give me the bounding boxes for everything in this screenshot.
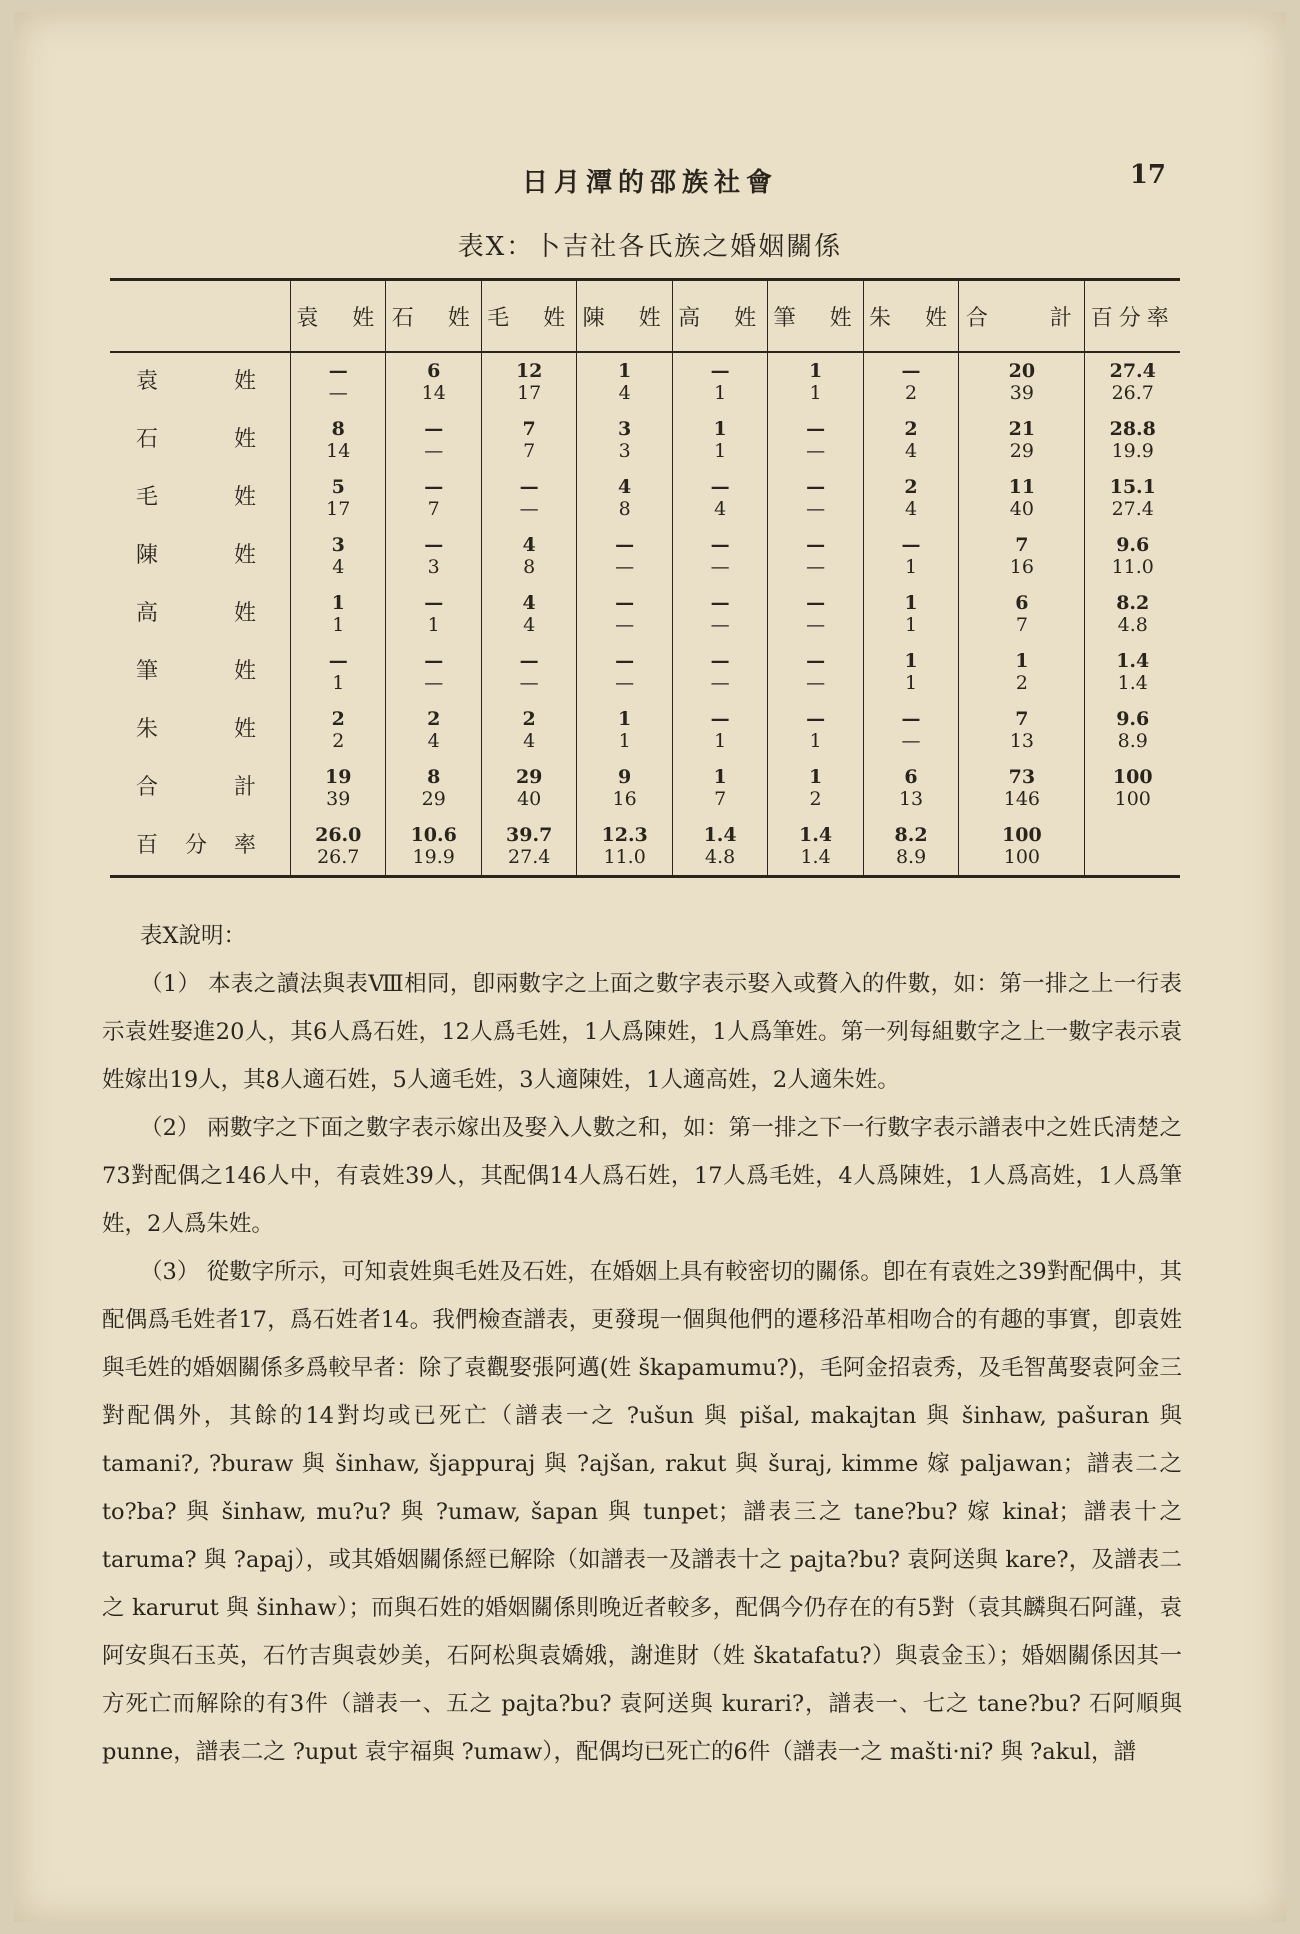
cell-upper-value: 1 xyxy=(904,650,918,672)
cell-upper-value: 9.6 xyxy=(1116,534,1150,556)
table-cell xyxy=(959,759,1085,817)
table-cell xyxy=(863,469,958,527)
table-header-row xyxy=(110,280,1180,353)
notes-heading: 表Ⅹ說明： xyxy=(140,923,247,949)
row-label: 筆姓 xyxy=(136,659,256,684)
table-cell xyxy=(481,527,576,585)
cell-lower-value: 1 xyxy=(618,730,631,752)
table-cell xyxy=(577,411,672,469)
cell-lower-value: 4 xyxy=(618,382,631,404)
table-cell xyxy=(672,817,767,877)
table-cell xyxy=(768,527,863,585)
cell-upper-value: 2 xyxy=(427,708,441,730)
cell-upper-value: 28.8 xyxy=(1109,418,1156,440)
cell-lower-value: 1 xyxy=(905,672,918,694)
cell-upper-value: — xyxy=(806,534,826,556)
table-cell xyxy=(863,585,958,643)
table-cell xyxy=(768,701,863,759)
cell-lower-value: 8 xyxy=(618,498,631,520)
cell-lower-value: — xyxy=(806,440,826,462)
table-cell xyxy=(386,352,481,411)
cell-upper-value: 7 xyxy=(522,418,536,440)
cell-lower-value: — xyxy=(615,614,635,636)
table-cell xyxy=(1085,643,1180,701)
cell-upper-value: 3 xyxy=(618,418,632,440)
cell-upper-value: — xyxy=(901,708,921,730)
cell-lower-value: — xyxy=(519,672,539,694)
table-cell xyxy=(768,643,863,701)
cell-lower-value: 14 xyxy=(421,382,446,404)
cell-lower-value: — xyxy=(424,672,444,694)
cell-lower-value: 13 xyxy=(1009,730,1034,752)
table-cell xyxy=(959,585,1085,643)
table-cell xyxy=(291,817,386,877)
column-header: 百分率 xyxy=(1085,280,1180,353)
cell-lower-value: 1 xyxy=(809,382,822,404)
table-cell xyxy=(1085,817,1180,877)
cell-lower-value: 1.4 xyxy=(1117,672,1148,694)
cell-lower-value: — xyxy=(806,672,826,694)
column-header: 朱 姓 xyxy=(863,280,958,353)
cell-upper-value: 4 xyxy=(522,592,536,614)
table-cell xyxy=(768,759,863,817)
cell-lower-value: — xyxy=(519,498,539,520)
cell-lower-value: 2 xyxy=(332,730,345,752)
table-cell xyxy=(577,527,672,585)
cell-upper-value: 9 xyxy=(618,766,632,788)
cell-upper-value: 15.1 xyxy=(1109,476,1156,498)
marriage-table-container xyxy=(110,278,1180,878)
cell-upper-value: — xyxy=(424,592,444,614)
cell-lower-value: 2 xyxy=(905,382,918,404)
table-cell xyxy=(1085,469,1180,527)
marriage-table xyxy=(110,278,1180,878)
cell-lower-value: 11.0 xyxy=(1111,556,1154,578)
cell-lower-value: 3 xyxy=(618,440,631,462)
cell-lower-value: — xyxy=(710,556,730,578)
cell-upper-value: — xyxy=(424,650,444,672)
table-cell xyxy=(291,759,386,817)
table-cell xyxy=(386,585,481,643)
table-cell xyxy=(291,701,386,759)
column-header: 高 姓 xyxy=(672,280,767,353)
cell-upper-value: 6 xyxy=(1015,592,1029,614)
cell-lower-value: — xyxy=(710,614,730,636)
cell-upper-value: 7 xyxy=(1015,534,1029,556)
cell-lower-value: 100 xyxy=(1114,788,1151,810)
cell-upper-value: 7 xyxy=(1015,708,1029,730)
cell-lower-value: 17 xyxy=(326,498,351,520)
cell-upper-value: 6 xyxy=(427,360,441,382)
cell-upper-value: — xyxy=(901,534,921,556)
table-cell xyxy=(577,817,672,877)
cell-lower-value: 27.4 xyxy=(508,846,551,868)
cell-lower-value: — xyxy=(615,672,635,694)
table-notes xyxy=(102,912,1182,1776)
table-title: 表Ⅹ：卜吉社各氏族之婚姻關係 xyxy=(457,232,843,262)
cell-upper-value: — xyxy=(806,418,826,440)
table-cell xyxy=(672,411,767,469)
note-paragraph-2: （2） 兩數字之下面之數字表示嫁出及娶入人數之和，如：第一排之下一行數字表示譜表中之姓氏淸楚之73對配偶之146人中，有袁姓39人，其配偶14人爲石姓，17人爲毛姓，4人爲陳姓，1人爲高姓，1人爲筆姓，2人爲朱姓。 xyxy=(102,1115,1182,1237)
table-cell xyxy=(481,585,576,643)
cell-upper-value: 1 xyxy=(713,418,727,440)
cell-upper-value: 39.7 xyxy=(506,824,553,846)
cell-upper-value: 1.4 xyxy=(1116,650,1150,672)
cell-upper-value: 1 xyxy=(808,766,823,788)
cell-lower-value: 11.0 xyxy=(603,846,646,868)
cell-lower-value: 3 xyxy=(427,556,440,578)
cell-upper-value: 12 xyxy=(515,360,543,382)
cell-lower-value: 1 xyxy=(714,440,727,462)
cell-lower-value: 19.9 xyxy=(1111,440,1154,462)
table-cell xyxy=(291,585,386,643)
table-row xyxy=(110,643,1180,701)
cell-upper-value: — xyxy=(806,592,826,614)
cell-upper-value: — xyxy=(424,476,444,498)
table-cell xyxy=(863,411,958,469)
row-label: 陳姓 xyxy=(136,543,256,568)
cell-upper-value: — xyxy=(615,534,635,556)
table-cell xyxy=(672,643,767,701)
cell-upper-value: 8 xyxy=(331,418,345,440)
cell-lower-value: 16 xyxy=(612,788,637,810)
cell-upper-value: 1 xyxy=(1015,650,1029,672)
cell-upper-value: 1 xyxy=(618,708,632,730)
table-cell xyxy=(577,759,672,817)
cell-lower-value: 1.4 xyxy=(800,846,831,868)
table-cell xyxy=(672,469,767,527)
cell-upper-value: — xyxy=(710,592,730,614)
table-cell xyxy=(959,411,1085,469)
cell-upper-value: 27.4 xyxy=(1109,360,1156,382)
cell-upper-value: 2 xyxy=(331,708,345,730)
table-cell xyxy=(959,817,1085,877)
cell-upper-value: 1.4 xyxy=(703,824,737,846)
cell-lower-value: 1 xyxy=(905,556,918,578)
table-cell xyxy=(768,411,863,469)
cell-lower-value: — xyxy=(901,730,921,752)
cell-upper-value: 1 xyxy=(904,592,918,614)
table-cell xyxy=(291,643,386,701)
cell-lower-value: 29 xyxy=(1009,440,1034,462)
cell-upper-value: — xyxy=(424,418,444,440)
cell-upper-value: — xyxy=(710,534,730,556)
cell-upper-value: — xyxy=(424,534,444,556)
column-header: 毛 姓 xyxy=(481,280,576,353)
cell-upper-value: 1 xyxy=(808,360,823,382)
table-cell xyxy=(863,352,958,411)
cell-upper-value: — xyxy=(710,476,730,498)
table-cell xyxy=(959,469,1085,527)
table-row xyxy=(110,469,1180,527)
page-number: 17 xyxy=(1129,160,1166,190)
table-cell xyxy=(1085,352,1180,411)
table-row xyxy=(110,817,1180,877)
row-label: 百分率 xyxy=(136,833,256,858)
table-cell xyxy=(959,643,1085,701)
table-cell xyxy=(863,643,958,701)
cell-lower-value: 17 xyxy=(517,382,542,404)
cell-upper-value: 2 xyxy=(904,418,918,440)
cell-lower-value: 1 xyxy=(332,614,345,636)
table-row xyxy=(110,759,1180,817)
cell-upper-value: 3 xyxy=(331,534,345,556)
table-cell xyxy=(768,469,863,527)
cell-lower-value: 26.7 xyxy=(1111,382,1154,404)
table-cell xyxy=(672,352,767,411)
table-cell xyxy=(291,469,386,527)
table-cell xyxy=(959,527,1085,585)
running-title: 日月潭的邵族社會 xyxy=(521,168,778,198)
table-cell xyxy=(577,701,672,759)
cell-lower-value: 2 xyxy=(1015,672,1028,694)
row-label: 袁姓 xyxy=(136,369,256,394)
cell-upper-value: — xyxy=(806,650,826,672)
table-row xyxy=(110,585,1180,643)
cell-lower-value: 4 xyxy=(427,730,440,752)
column-header: 筆 姓 xyxy=(768,280,863,353)
cell-lower-value: 26.7 xyxy=(317,846,360,868)
cell-upper-value: 1 xyxy=(713,766,727,788)
cell-lower-value: 19.9 xyxy=(412,846,455,868)
table-row xyxy=(110,527,1180,585)
cell-lower-value: 1 xyxy=(809,730,822,752)
table-cell xyxy=(863,527,958,585)
cell-lower-value: 4 xyxy=(332,556,345,578)
cell-lower-value: 39 xyxy=(326,788,351,810)
column-header: 石 姓 xyxy=(386,280,481,353)
table-cell xyxy=(672,527,767,585)
cell-lower-value: 7 xyxy=(523,440,536,462)
cell-lower-value: 146 xyxy=(1003,788,1041,810)
table-cell xyxy=(481,469,576,527)
cell-lower-value: 7 xyxy=(427,498,440,520)
cell-upper-value: 4 xyxy=(522,534,536,556)
cell-lower-value: 7 xyxy=(714,788,727,810)
column-header: 合 計 xyxy=(959,280,1085,353)
cell-lower-value: 14 xyxy=(326,440,351,462)
cell-upper-value: — xyxy=(901,360,921,382)
cell-lower-value: 100 xyxy=(1003,846,1041,868)
table-row xyxy=(110,411,1180,469)
cell-upper-value: 1 xyxy=(618,360,632,382)
cell-upper-value: 10.6 xyxy=(410,824,457,846)
cell-lower-value: 40 xyxy=(517,788,542,810)
cell-upper-value: — xyxy=(328,360,348,382)
cell-lower-value: 4 xyxy=(714,498,727,520)
table-cell xyxy=(863,759,958,817)
table-row xyxy=(110,352,1180,411)
table-cell xyxy=(577,352,672,411)
table-cell xyxy=(672,585,767,643)
cell-lower-value: 27.4 xyxy=(1111,498,1154,520)
table-cell xyxy=(577,585,672,643)
row-label: 朱姓 xyxy=(136,717,256,742)
cell-lower-value: 29 xyxy=(421,788,446,810)
table-cell xyxy=(863,817,958,877)
cell-upper-value: 100 xyxy=(1112,766,1153,788)
cell-upper-value: 4 xyxy=(618,476,632,498)
cell-lower-value: 1 xyxy=(714,382,727,404)
table-cell xyxy=(291,527,386,585)
table-cell xyxy=(481,817,576,877)
cell-lower-value: 8.9 xyxy=(895,846,927,868)
table-cell xyxy=(959,352,1085,411)
cell-upper-value: 8.2 xyxy=(894,824,928,846)
cell-upper-value: 11 xyxy=(1008,476,1036,498)
cell-upper-value: 19 xyxy=(325,766,352,788)
table-cell xyxy=(863,701,958,759)
table-cell xyxy=(577,469,672,527)
table-cell xyxy=(481,411,576,469)
table-body xyxy=(110,352,1180,877)
cell-upper-value: 29 xyxy=(515,766,543,788)
cell-lower-value: — xyxy=(806,556,826,578)
corner-cell xyxy=(110,280,291,353)
cell-upper-value: — xyxy=(519,650,539,672)
cell-upper-value: 21 xyxy=(1008,418,1036,440)
cell-upper-value: 2 xyxy=(904,476,918,498)
cell-upper-value: — xyxy=(806,476,826,498)
cell-upper-value: — xyxy=(806,708,826,730)
table-cell xyxy=(1085,759,1180,817)
table-cell xyxy=(768,817,863,877)
table-cell xyxy=(386,411,481,469)
table-cell xyxy=(1085,527,1180,585)
cell-lower-value: 40 xyxy=(1009,498,1034,520)
cell-lower-value: 2 xyxy=(809,788,822,810)
cell-lower-value: 4 xyxy=(523,730,536,752)
cell-upper-value: 73 xyxy=(1008,766,1036,788)
cell-lower-value: — xyxy=(806,498,826,520)
table-cell xyxy=(577,643,672,701)
cell-upper-value: 12.3 xyxy=(601,824,648,846)
cell-lower-value: 8 xyxy=(523,556,536,578)
cell-lower-value: — xyxy=(615,556,635,578)
table-cell xyxy=(1085,701,1180,759)
cell-lower-value: 8.9 xyxy=(1117,730,1148,752)
cell-lower-value: 39 xyxy=(1009,382,1034,404)
cell-lower-value: 4 xyxy=(905,498,918,520)
cell-upper-value: 26.0 xyxy=(315,824,362,846)
table-cell xyxy=(386,817,481,877)
cell-upper-value: — xyxy=(328,650,348,672)
table-cell xyxy=(291,411,386,469)
cell-upper-value: — xyxy=(710,708,730,730)
cell-lower-value: — xyxy=(806,614,826,636)
table-cell xyxy=(1085,411,1180,469)
table-cell xyxy=(386,469,481,527)
cell-lower-value: 1 xyxy=(714,730,727,752)
cell-upper-value: — xyxy=(710,360,730,382)
table-cell xyxy=(1085,585,1180,643)
note-paragraph-3: （3） 從數字所示，可知袁姓與毛姓及石姓，在婚姻上具有較密切的關係。卽在有袁姓之39對配偶中，其配偶爲毛姓者17，爲石姓者14。我們檢查譜表，更發現一個與他們的遷移沿革相吻合的有趣的事實，卽袁姓與毛姓的婚姻關係多爲較早者：除了袁觀娶張阿邁(姓 škapamumu?)，毛阿金招袁秀，及毛智萬娶袁阿金三對配偶外，其餘的14對均或已死亡（譜表一之 ?ušun 與 pišal, makajtan 與 šinhaw, pašuran 與 tamani?, ?buraw 與 šinhaw, šjappuraj 與 ?ajšan, rakut 與 šuraj, kimme 嫁 paljawan；譜表二之 to?ba? 與 šinhaw, mu?u? 與 ?umaw, šapan 與 tunpet；譜表三之 tane?bu? 嫁 kinał；譜表十之 taruma? 與 ?apaj），或其婚姻關係經已解除（如譜表一及譜表十之 pajta?bu? 袁阿送與 kare?，及譜表二之 karurut 與 šinhaw）；而與石姓的婚姻關係則晚近者較多，配偶今仍存在的有5對（袁其麟與石阿謹，袁阿安與石玉英，石竹吉與袁妙美，石阿松與袁嬌娥，謝進財（姓 škatafatu?）與袁金玉）；婚姻關係因其一方死亡而解除的有3件（譜表一、五之 pajta?bu? 袁阿送與 kurari?，譜表一、七之 tane?bu? 石阿順與 punne，譜表二之 ?uput 袁宇福與 ?umaw），配偶均已死亡的6件（譜表一之 mašti·ni? 與 ?akul，譜 xyxy=(102,1259,1182,1765)
cell-lower-value: — xyxy=(328,382,348,404)
document-page xyxy=(14,12,1286,1922)
column-header: 袁 姓 xyxy=(291,280,386,353)
table-row xyxy=(110,701,1180,759)
table-cell xyxy=(481,701,576,759)
table-cell xyxy=(672,701,767,759)
cell-upper-value: 8 xyxy=(427,766,441,788)
table-cell xyxy=(768,352,863,411)
cell-upper-value: 8.2 xyxy=(1116,592,1150,614)
cell-upper-value: — xyxy=(519,476,539,498)
cell-upper-value: 1.4 xyxy=(799,824,833,846)
cell-upper-value: — xyxy=(710,650,730,672)
cell-lower-value: 13 xyxy=(898,788,924,810)
row-label: 高姓 xyxy=(136,601,256,626)
cell-upper-value: 20 xyxy=(1008,360,1036,382)
cell-lower-value: 4.8 xyxy=(1117,614,1148,636)
cell-upper-value: 5 xyxy=(331,476,345,498)
cell-lower-value: 4 xyxy=(905,440,918,462)
table-cell xyxy=(481,643,576,701)
table-cell xyxy=(291,352,386,411)
cell-lower-value: 4.8 xyxy=(705,846,736,868)
cell-lower-value: — xyxy=(424,440,444,462)
cell-upper-value: 9.6 xyxy=(1116,708,1150,730)
cell-upper-value: 1 xyxy=(331,592,345,614)
cell-upper-value: 2 xyxy=(522,708,536,730)
table-cell xyxy=(386,701,481,759)
cell-lower-value: 1 xyxy=(427,614,440,636)
table-cell xyxy=(672,759,767,817)
table-cell xyxy=(959,701,1085,759)
cell-upper-value: — xyxy=(615,592,635,614)
cell-lower-value: 16 xyxy=(1009,556,1034,578)
table-cell xyxy=(481,352,576,411)
row-label: 石姓 xyxy=(136,427,256,452)
cell-lower-value: 7 xyxy=(1015,614,1028,636)
row-label: 毛姓 xyxy=(136,485,256,510)
cell-lower-value: 1 xyxy=(905,614,918,636)
cell-upper-value: 100 xyxy=(1002,824,1042,846)
cell-lower-value: 1 xyxy=(332,672,345,694)
cell-upper-value: — xyxy=(615,650,635,672)
row-label: 合計 xyxy=(136,775,256,800)
table-cell xyxy=(768,585,863,643)
table-cell xyxy=(386,759,481,817)
note-paragraph-1: （1） 本表之讀法與表Ⅷ相同，卽兩數字之上面之數字表示娶入或贅入的件數，如：第一排之上一行表示袁姓娶進20人，其6人爲石姓，12人爲毛姓，1人爲陳姓，1人爲筆姓。第一列每組數字之上一數字表示袁姓嫁出19人，其8人適石姓，5人適毛姓，3人適陳姓，1人適高姓，2人適朱姓。 xyxy=(102,971,1182,1093)
cell-lower-value: 4 xyxy=(523,614,536,636)
table-cell xyxy=(386,643,481,701)
table-cell xyxy=(386,527,481,585)
cell-upper-value: 6 xyxy=(904,766,918,788)
column-header: 陳 姓 xyxy=(577,280,672,353)
cell-lower-value: — xyxy=(710,672,730,694)
table-cell xyxy=(481,759,576,817)
